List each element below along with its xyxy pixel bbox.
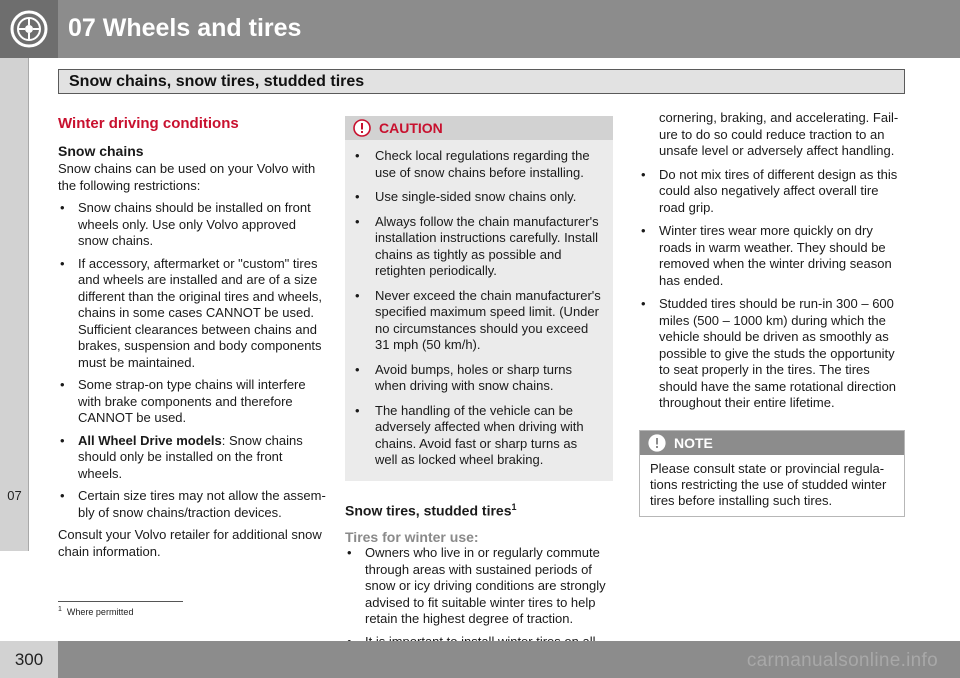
note-label: NOTE xyxy=(674,434,713,451)
list-item: • Certain size tires may not allow the assem-bly of snow chains/traction devices. xyxy=(58,488,328,521)
awd-text: : Snow chains should only be installed on the front wheels. xyxy=(78,432,303,481)
list-item: • Always follow the chain manufacturer's installation instructions carefully. Install chains as tightly as possible and retighten periodically. xyxy=(353,214,603,280)
list-item: • Studded tires should be run-in 300 – 600 miles (500 – 1000 km) during which the vehicle should be driven as smoothly as possible to give the studs the opportunity to seat properly in the tires. The tires should have the same rotational direction throughout their entire lifetime. xyxy=(639,296,905,412)
retailer-note: Consult your Volvo retailer for additional snow chain information. xyxy=(58,527,322,559)
snow-chains-intro: Snow chains can be used on your Volvo with the following restrictions: xyxy=(58,161,316,193)
snow-chains-heading: Snow chains xyxy=(58,142,144,159)
list-item-continuation: cornering, braking, and accelerating. Fail-ure to do so could reduce traction to an unsafe level or adversely affect handling. xyxy=(659,110,899,158)
side-tab-chapter-number: 07 xyxy=(7,488,22,503)
list-item: • Do not mix tires of different design as this could also negatively affect overall tire road grip. xyxy=(639,167,905,217)
list-item: • If accessory, aftermarket or "custom" tires and wheels are installed and are of a size different than the original tires and wheels, chains in some cases CANNOT be used. Sufficient clearances between chains and brakes, suspension and body components must be maintained. xyxy=(58,256,328,372)
list-item: • The handling of the vehicle can be adversely affected when driving with chains. Avoid fast or sharp turns as well as locked wheel braking. xyxy=(353,403,603,469)
caution-header xyxy=(345,116,613,140)
chapter-icon-box xyxy=(0,0,58,58)
warning-icon xyxy=(353,119,371,137)
info-icon xyxy=(648,434,666,452)
footnote-divider xyxy=(58,601,183,602)
page-footer xyxy=(0,641,960,678)
chapter-title: 07 Wheels and tires xyxy=(68,14,302,42)
footnote-reference: 1 xyxy=(511,501,517,512)
column-2 xyxy=(345,116,613,673)
awd-bold-label: All Wheel Drive models xyxy=(78,432,222,448)
footnote-mark: 1 xyxy=(58,606,62,613)
snow-chains-list xyxy=(58,200,328,521)
list-item: • Snow chains should be installed on front wheels only. Use only Volvo approved snow chains. xyxy=(58,200,328,250)
winter-tires-list-continued xyxy=(639,110,905,412)
caution-label: CAUTION xyxy=(379,120,443,136)
snow-tires-heading-text: Snow tires, studded tires xyxy=(345,502,512,519)
note-text: Please consult state or provincial regula-tions restricting the use of studded winter tires before installing such tires. xyxy=(650,460,887,508)
footnote xyxy=(58,606,133,617)
column-3 xyxy=(639,110,905,517)
column-1 xyxy=(58,110,328,566)
caution-list xyxy=(353,148,603,469)
page-number: 300 xyxy=(14,650,44,669)
list-item: • Use single-sided snow chains only. xyxy=(353,189,603,206)
watermark: carmanualsonline.info xyxy=(746,650,938,671)
list-item: • Some strap-on type chains will interfere with brake components and therefore CANNOT be used. xyxy=(58,377,328,427)
caution-body xyxy=(345,140,613,481)
page-number-box xyxy=(0,641,58,678)
note-box xyxy=(639,430,905,517)
chapter-header xyxy=(0,0,960,58)
section-bar xyxy=(58,69,905,94)
list-item: • Avoid bumps, holes or sharp turns when driving with snow chains. xyxy=(353,362,603,395)
snow-tires-heading xyxy=(345,499,613,519)
section-title: Snow chains, snow tires, studded tires xyxy=(69,73,365,90)
list-item xyxy=(58,433,328,483)
wheel-icon xyxy=(9,9,49,49)
chapter-side-tab xyxy=(0,58,29,551)
winter-use-subheading: Tires for winter use: xyxy=(345,528,479,545)
footnote-text: Where permitted xyxy=(66,607,134,617)
list-item: • Never exceed the chain manufacturer's specified maximum speed limit. (Under no circumstances should you exceed 31 mph (50 km/h). xyxy=(353,288,603,354)
caution-box xyxy=(345,116,613,481)
list-item: • Winter tires wear more quickly on dry roads in warm weather. They should be removed when the winter driving season has ended. xyxy=(639,223,905,289)
list-item: • Owners who live in or regularly commute through areas with sustained periods of snow or icy driving conditions are strongly advised to fit suitable winter tires to help retain the highest degree of traction. xyxy=(345,545,613,628)
winter-driving-heading: Winter driving conditions xyxy=(58,115,239,132)
note-header xyxy=(640,431,904,455)
list-item: • Check local regulations regarding the use of snow chains before installing. xyxy=(353,148,603,181)
